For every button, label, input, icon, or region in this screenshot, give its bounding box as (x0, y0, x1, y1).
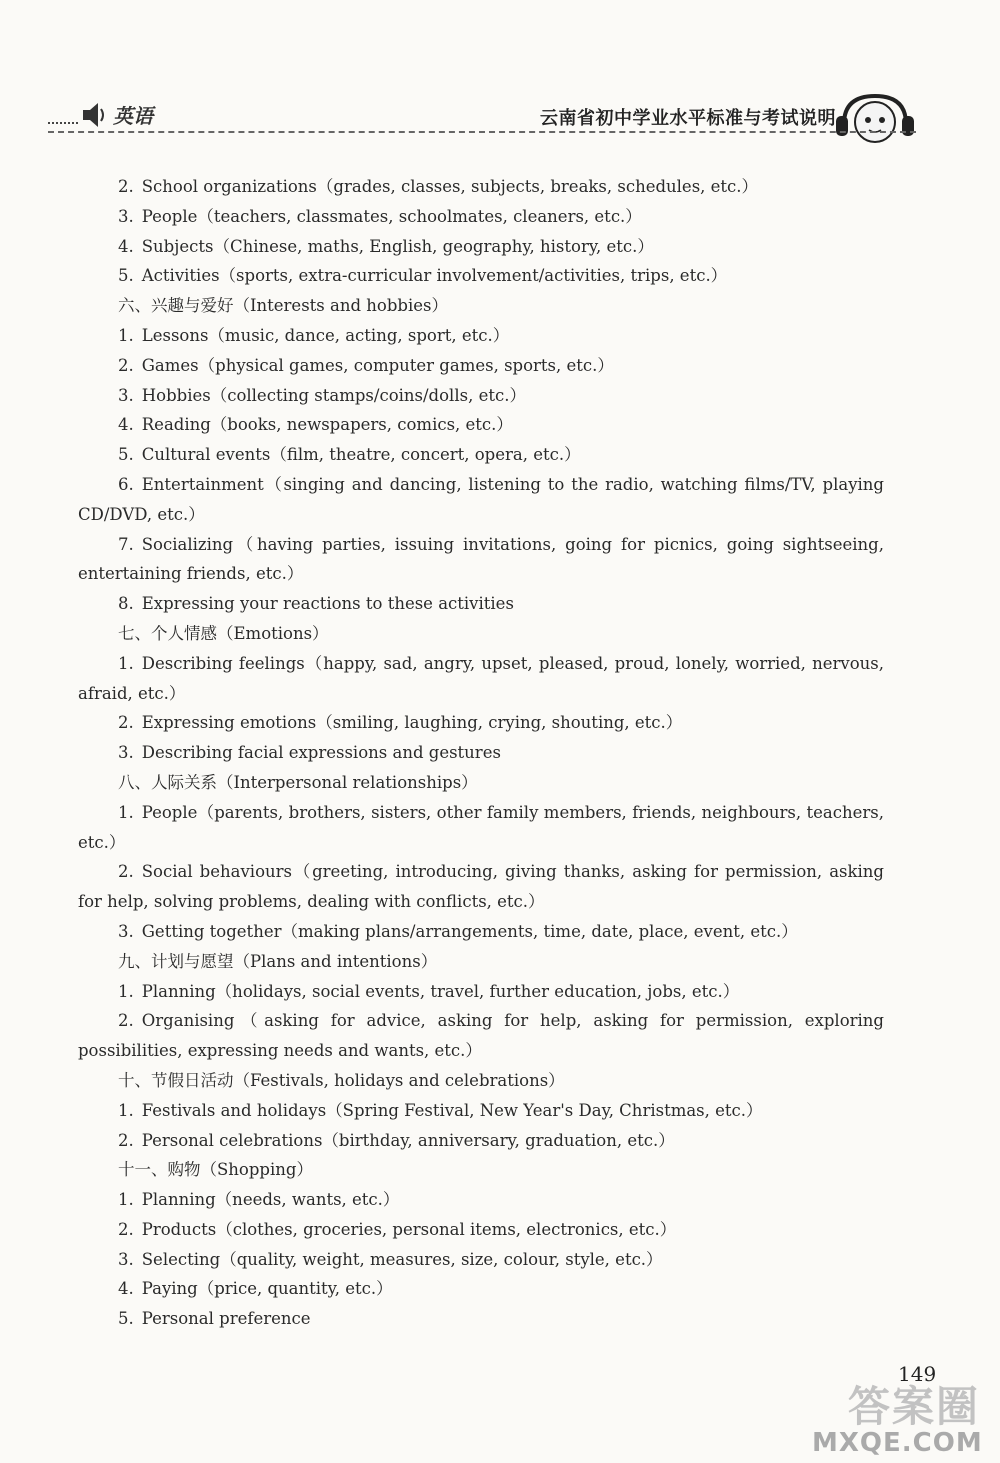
section-heading (78, 291, 884, 321)
list-item (78, 381, 884, 411)
section-heading-text: 十、节假日活动（Festivals, holidays and celebrations） (118, 1070, 565, 1090)
list-item (78, 1096, 884, 1126)
list-item (78, 440, 884, 470)
list-item-text: Selecting（quality, weight, measures, size, colour, style, etc.） (141, 1249, 663, 1269)
list-item-number: 1. (118, 325, 134, 345)
book-title: 云南省初中学业水平标准与考试说明 (540, 108, 836, 129)
list-item-number: 2. (118, 713, 134, 733)
section-heading-text: 九、计划与愿望（Plans and intentions） (118, 951, 438, 971)
list-item (78, 351, 884, 381)
subject-label: 英语 (113, 104, 153, 128)
header-divider (48, 131, 916, 133)
section-heading (78, 768, 884, 798)
list-item-text: School organizations（grades, classes, subjects, breaks, schedules, etc.） (141, 177, 759, 196)
header-dotted-rule (48, 122, 78, 124)
list-item (78, 589, 884, 619)
section-heading-text: 十一、购物（Shopping） (118, 1160, 313, 1180)
list-item (78, 1245, 884, 1275)
list-item-text: Personal preference (141, 1309, 311, 1329)
list-item-number: 3. (118, 921, 134, 941)
watermark-site: MXQE.COM (812, 1428, 983, 1458)
list-item-text: Getting together（making plans/arrangements, time, date, place, event, etc.） (141, 921, 798, 941)
header-subject-block (48, 96, 153, 130)
list-item-text: Organising（asking for advice, asking for help, asking for permission, exploring possibilities, expressing needs and wants, etc.） (78, 1011, 884, 1061)
list-item (78, 649, 884, 709)
speaker-icon (81, 100, 107, 130)
list-item-number: 1. (118, 981, 134, 1001)
list-item-number: 8. (118, 594, 134, 614)
list-item-number: 5. (118, 266, 134, 286)
list-item-text: Paying（price, quantity, etc.） (141, 1279, 393, 1299)
document-body (78, 172, 884, 1334)
list-item (78, 1304, 884, 1334)
section-heading (78, 947, 884, 977)
list-item-number: 3. (118, 1249, 134, 1269)
watermark-logo: 答案圈 (848, 1382, 981, 1431)
list-item-number: 5. (118, 445, 134, 465)
list-item-text: Activities（sports, extra-curricular involvement/activities, trips, etc.） (141, 266, 728, 286)
list-item-text: Festivals and holidays（Spring Festival, New Year's Day, Christmas, etc.） (141, 1100, 763, 1120)
list-item-number: 2. (118, 1219, 134, 1239)
list-item (78, 321, 884, 351)
page-number: 149 (898, 1362, 937, 1386)
list-item-number: 4. (118, 1279, 134, 1299)
list-item-text: Entertainment（singing and dancing, listening to the radio, watching films/TV, playing CD/DVD, etc.） (78, 474, 884, 524)
list-item (78, 172, 884, 202)
section-heading-text: 八、人际关系（Interpersonal relationships） (118, 772, 478, 792)
list-item-number: 6. (118, 474, 134, 494)
list-item (78, 530, 884, 590)
list-item (78, 470, 884, 530)
list-item (78, 410, 884, 440)
list-item (78, 977, 884, 1007)
list-item-number: 3. (118, 385, 134, 405)
list-item-text: Socializing（having parties, issuing invitations, going for picnics, going sightseeing, entertaining friends, etc.） (78, 534, 884, 584)
list-item-number: 2. (118, 355, 134, 375)
list-item (78, 798, 884, 858)
list-item-number: 4. (118, 236, 134, 256)
list-item-text: Subjects（Chinese, maths, English, geography, history, etc.） (141, 236, 654, 256)
section-heading (78, 619, 884, 649)
list-item-text: People（parents, brothers, sisters, other family members, friends, neighbours, teachers, etc.） (78, 802, 884, 852)
list-item-number: 2. (118, 862, 134, 882)
list-item-text: Describing facial expressions and gestures (141, 743, 501, 763)
list-item-number: 3. (118, 206, 134, 226)
list-item-text: Social behaviours（greeting, introducing, giving thanks, asking for permission, asking for help, solving problems, dealing with conflicts, etc.） (78, 862, 884, 912)
list-item-text: Products（clothes, groceries, personal items, electronics, etc.） (141, 1219, 677, 1239)
list-item (78, 1215, 884, 1245)
list-item-text: Planning（needs, wants, etc.） (141, 1190, 400, 1210)
section-heading (78, 1066, 884, 1096)
list-item (78, 917, 884, 947)
list-item (78, 738, 884, 768)
list-item-number: 1. (118, 1100, 134, 1120)
page-header (0, 0, 1000, 160)
list-item (78, 232, 884, 262)
list-item-text: Reading（books, newspapers, comics, etc.） (141, 415, 513, 435)
list-item-text: Expressing your reactions to these activities (141, 594, 514, 614)
list-item (78, 708, 884, 738)
list-item-number: 1. (118, 653, 134, 673)
section-heading-text: 七、个人情感（Emotions） (118, 623, 329, 643)
list-item-text: People（teachers, classmates, schoolmates, cleaners, etc.） (141, 206, 642, 226)
list-item-number: 7. (118, 534, 134, 554)
list-item-number: 3. (118, 743, 134, 763)
list-item-text: Expressing emotions（smiling, laughing, crying, shouting, etc.） (141, 713, 683, 733)
list-item (78, 1006, 884, 1066)
list-item (78, 1126, 884, 1156)
list-item-text: Cultural events（film, theatre, concert, opera, etc.） (141, 445, 581, 465)
list-item-text: Planning（holidays, social events, travel, further education, jobs, etc.） (141, 981, 740, 1001)
section-heading-text: 六、兴趣与爱好（Interests and hobbies） (118, 296, 448, 316)
list-item-number: 1. (118, 1190, 134, 1210)
list-item (78, 1274, 884, 1304)
list-item-number: 1. (118, 802, 134, 822)
list-item-text: Personal celebrations（birthday, anniversary, graduation, etc.） (141, 1130, 675, 1150)
list-item-number: 2. (118, 1011, 134, 1031)
list-item-text: Games（physical games, computer games, sports, etc.） (141, 355, 614, 375)
list-item-number: 5. (118, 1309, 134, 1329)
list-item (78, 202, 884, 232)
list-item (78, 1185, 884, 1215)
list-item (78, 857, 884, 917)
list-item (78, 261, 884, 291)
list-item-number: 2. (118, 1130, 134, 1150)
list-item-number: 2. (118, 177, 134, 196)
list-item-number: 4. (118, 415, 134, 435)
headphone-mascot-icon (834, 90, 916, 146)
section-heading (78, 1155, 884, 1185)
list-item-text: Lessons（music, dance, acting, sport, etc.） (141, 325, 510, 345)
list-item-text: Describing feelings（happy, sad, angry, upset, pleased, proud, lonely, worried, nervous, afraid, etc.） (78, 653, 884, 703)
list-item-text: Hobbies（collecting stamps/coins/dolls, etc.） (141, 385, 526, 405)
